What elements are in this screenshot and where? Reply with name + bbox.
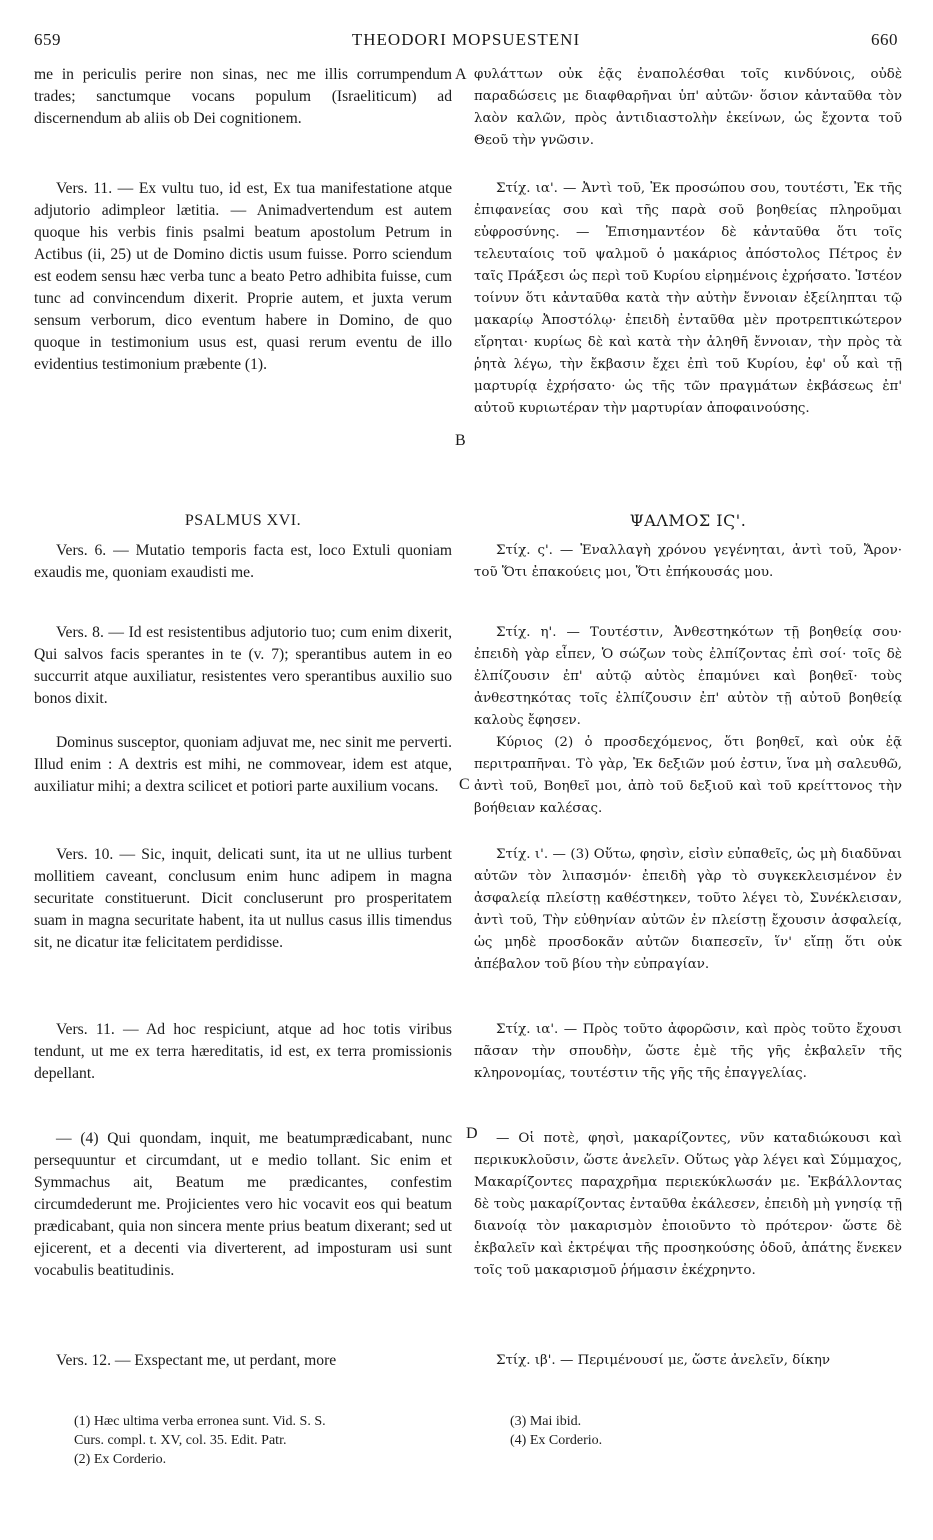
greek-paragraph: Στίχ. ς'. — Ἐναλλαγὴ χρόνου γεγένηται, ἀντὶ τοῦ, Ἄρον· τοῦ Ὅτι ἐπακούεις μοι, Ὅτι ἐπήκουσάς μου.	[474, 543, 902, 580]
latin-paragraph: Dominus susceptor, quoniam adjuvat me, nec sinit me perverti. Illud enim : A dextris est mihi, ne commovear, idem est atque, auxiliatur mihi; a dextra scilicet et potiori parte auxilium vocans.	[34, 734, 452, 795]
running-title: THEODORI MOPSUESTENI	[351, 30, 581, 49]
greek-paragraph: Στίχ. η'. — Τουτέστιν, Ἀνθεστηκότων τῇ βοηθείᾳ σου· ἐπειδὴ γὰρ εἶπεν, Ὁ σώζων τοὺς ἐλπίζοντας ἐπὶ σοί· τοῖς δὲ ἐλπίζουσιν ἐπ' αὐτῷ αὐτὸς ἐπαμύνει καὶ βοηθεῖ· τοὺς ἀνθεστηκότας τοῖς ἐλπίζουσιν ἐπ' αὐτὸν τῇ αὐτοῦ βοηθείᾳ καλοὺς ἔφησεν.	[474, 625, 902, 728]
latin-paragraph: Vers. 11. — Ad hoc respiciunt, atque ad hoc totis viribus tendunt, ut me ex terra hæreditatis, id est, ex terra promissionis depellant.	[34, 1021, 452, 1082]
greek-paragraph: Κύριος (2) ὁ προσδεχόμενος, ὅτι βοηθεῖ, καὶ οὐκ ἐᾷ περιτραπῆναι. Τὸ γὰρ, Ἐκ δεξιῶν μού ἐστιν, ἵνα μὴ σαλευθῶ, ἀντὶ τοῦ, Βοηθεῖ μοι, ἀπὸ τοῦ δεξιοῦ καὶ τοῦ κρείττονος τὴν βοήθειαν καλέσας.	[474, 735, 902, 816]
margin-marker-c: C	[459, 776, 470, 793]
footnote: (2) Ex Corderio.	[74, 1452, 167, 1467]
psalm-heading-greek: ΨΑΛΜΟΣ ΙϚ'.	[629, 511, 747, 530]
greek-paragraph: Στίχ. ιβ'. — Περιμένουσί με, ὥστε ἀνελεῖν, δίκην	[496, 1353, 831, 1368]
greek-paragraph: φυλάττων οὐκ ἐᾷς ἐναπολέσθαι τοῖς κινδύνοις, οὐδὲ παραδώσεις με διαφθαρῆναι ὑπ' αὐτῶν· ὅσιον κἀνταῦθα τὸν λαὸν καλῶν, πρὸς ἀντιδιαστολὴν ἐκείνων, ὡς ἔχοντα τοῦ Θεοῦ τὴν γνῶσιν.	[474, 67, 902, 148]
margin-marker-d: D	[466, 1125, 478, 1142]
margin-marker-b: B	[455, 432, 466, 449]
psalm-heading-latin: PSALMUS XVI.	[184, 512, 302, 529]
greek-paragraph: Στίχ. ια'. — Ἀντὶ τοῦ, Ἐκ προσώπου σου, τουτέστι, Ἐκ τῆς ἐπιφανείας σου καὶ τῆς παρὰ σοῦ βοηθείας πληροῦμαι εὐφροσύνης. — Ἐπισημαντέον δὲ κἀνταῦθα ὅτι τοῖς τελευταίοις τοῦ ψαλμοῦ ὁ μακάριος ἀπόστολος Πέτρος ἐν ταῖς Πράξεσι ὡς περὶ τοῦ Κυρίου εἰρημένοις ἐχρήσατο. Ἰστέον τοίνυν ὅτι κἀνταῦθα κατὰ τὴν αὐτὴν ἔννοιαν ἐξείληπται τῷ μακαρίῳ Ἀποστόλῳ· ἐπειδὴ ἐνταῦθα μὲν προτρεπτικώτερον εἴρηται· κυρίως δὲ καὶ κατὰ τὴν ἀληθῆ ἔννοιαν, τὴν πρὸς τὰ ῥητὰ λέγω, τὴν ἔκβασιν ἔχει ἐπὶ τοῦ Κυρίου, ἐφ' οὗ καὶ τῇ μαρτυρίᾳ ἐχρήσατο· ὡς τῆς τῶν πραγμάτων ἐκβάσεως ἐπ' αὐτοῦ κυριωτέραν τὴν μαρτυρίαν ἀποφαινούσης.	[474, 181, 902, 416]
left-page-number: 659	[34, 30, 61, 49]
footnote: Curs. compl. t. XV, col. 35. Edit. Patr.	[74, 1433, 287, 1448]
footnotes-left	[74, 1412, 326, 1469]
latin-paragraph: — (4) Qui quondam, inquit, me beatumprædicabant, nunc persequuntur et circumdant, ut e medio tollant. Sic enim et Symmachus ait, Beatum me prædicantes, confestim circumdederunt me. Projicientes vero hic vocavit eos qui beatum prædicabant, quia non sincera mente prius beatum dixerant; sed ut ejicerent, et a decenti via diverterent, ad imposturam usi sunt vocabulis beatitudinis.	[34, 1130, 452, 1279]
footnote: (4) Ex Corderio.	[510, 1433, 603, 1448]
footnote: (3) Mai ibid.	[510, 1414, 582, 1429]
latin-paragraph: Vers. 11. — Ex vultu tuo, id est, Ex tua manifestatione atque adjutorio adimpleor lætitia. — Animadvertendum est autem quoque his verbis finis psalmi beatum apostolum Petrum in Actibus (ii, 25) ut de Domino dictis usum fuisse. Porro sciendum est eodem sensu hæc verba tunc a beato Petro adhibita fuisse, cum tunc ad convincendum dixerit. Proprie autem, et juxta verum sensum verborum, dico eventum habere in Domino, de quo quoque in testimonium usus est, quasi rerum eventu de illo evidentius testimonium præbente (1).	[34, 180, 452, 373]
greek-paragraph: Στίχ. ι'. — (3) Οὕτω, φησὶν, εἰσὶν εὐπαθεῖς, ὡς μὴ διαδῦναι αὐτῶν τὸν λιπασμόν· ἐπειδὴ γὰρ τὸ συγκεκλεισμένον ἐν ἀσφαλείᾳ πλείστῃ καθέστηκεν, τοῦτο λέγει τὸ, Συνέκλεισαν, ἀντὶ τοῦ, Τὴν εὐθηνίαν αὐτῶν ἐν πλείστῃ ἔχουσιν ἀσφαλείᾳ, ὡς μηδὲ προσδοκᾶν αὐτῶν διαπεσεῖν, ἵν' εἴπῃ ὅτι οὐκ ἀπέβαλον τοῦ βίου τὴν εὐπραγίαν.	[474, 847, 902, 972]
footnote: (1) Hæc ultima verba erronea sunt. Vid. S. S.	[74, 1414, 326, 1429]
greek-paragraph: Στίχ. ια'. — Πρὸς τοῦτο ἀφορῶσιν, καὶ πρὸς τοῦτο ἔχουσι πᾶσαν τὴν σπουδὴν, ὥστε ἐμὲ τῆς γῆς ἐκβαλεῖν τῆς κληρονομίας, τουτέστιν τῆς γῆς τῆς ἐπαγγελίας.	[474, 1022, 902, 1081]
right-page-number: 660	[871, 30, 898, 49]
page-header	[34, 30, 898, 56]
greek-paragraph: — Οἱ ποτὲ, φησὶ, μακαρίζοντες, νῦν καταδιώκουσι καὶ περικυκλοῦσιν, ὥστε ἀνελεῖν. Οὕτως γὰρ λέγει καὶ Σύμμαχος, Μακαρίζοντες παραχρῆμα περιεκύκλωσάν με. Ἐκβάλλοντας δὲ τοὺς μακαρίζοντας ἐνταῦθα ἐκάλεσεν, ἐπειδὴ μὴ γνησίᾳ τῇ διανοίᾳ τὸν μακαρισμὸν ἐποιοῦντο τὸ πρότερον· ὥστε δὲ ἐκβαλεῖν καὶ ἐκτρέψαι τῆς προσηκούσης ὁδοῦ, ἀπάτης ἕνεκεν τοῖς τοῦ μακαρισμοῦ ῥήμασιν ἐκέχρηντο.	[474, 1131, 902, 1278]
margin-marker-a: A	[455, 66, 467, 83]
latin-paragraph: Vers. 12. — Exspectant me, ut perdant, more	[56, 1352, 337, 1369]
latin-paragraph: Vers. 6. — Mutatio temporis facta est, loco Extuli quoniam exaudis me, quoniam exaudisti me.	[34, 542, 452, 581]
footnotes-right	[510, 1412, 602, 1450]
latin-paragraph: Vers. 8. — Id est resistentibus adjutorio tuo; cum enim dixerit, Qui salvos facis sperantes in te (v. 7); sperantibus autem in eo succurrit atque auxiliatur, resistentes vero sperantibus auxilio suo bonos dixit.	[34, 624, 452, 707]
latin-paragraph: Vers. 10. — Sic, inquit, delicati sunt, ita ut ne ullius turbent mollitiem caveant, conclusum enim hunc adipem in magna securitate constituerunt. Dicit concluserunt pro prosperitatem suam in magna securitate habent, ita ut nullus casus illis timendus sit, ne dicatur itæ felicitatem perdidisse.	[34, 846, 452, 951]
latin-paragraph: me in periculis perire non sinas, nec me illis corrumpendum trades; sanctumque vocans populum (Israeliticum) ad discernendum ab aliis ob Dei cognitionem.	[34, 66, 452, 127]
